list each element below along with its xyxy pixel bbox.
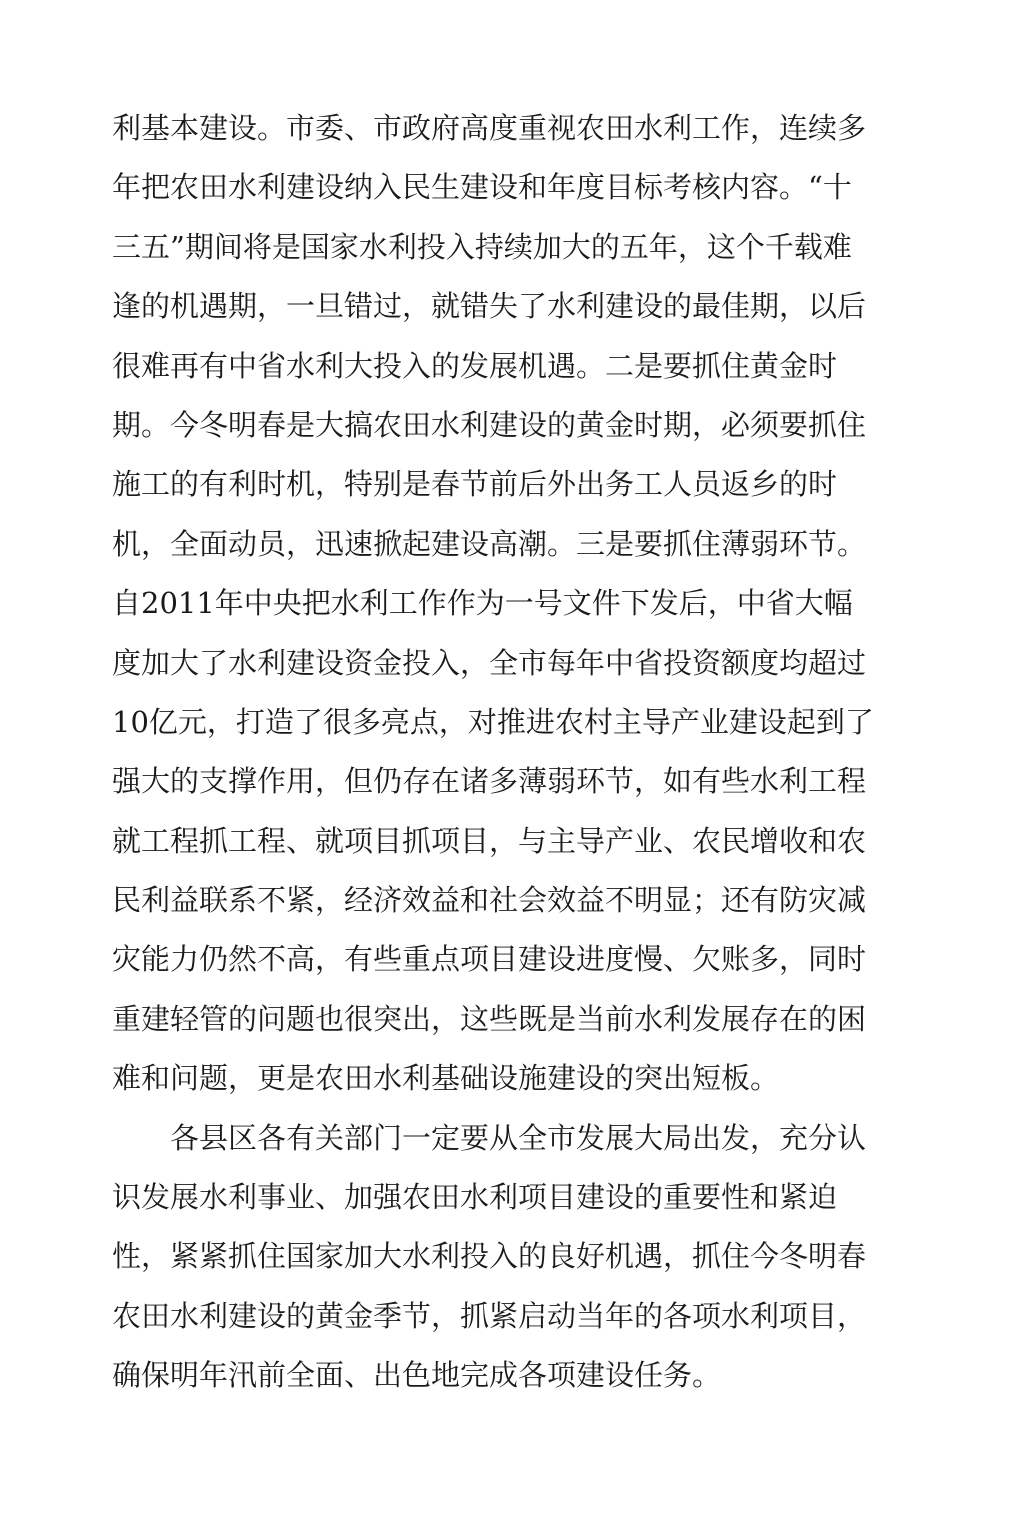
text-line: 逢的机遇期，一旦错过，就错失了水利建设的最佳期，以后 (112, 289, 867, 324)
text-line: 强大的支撑作用，但仍存在诸多薄弱环节，如有些水利工程 (112, 764, 867, 799)
text-line: 确保明年汛前全面、出色地完成各项建设任务。 (112, 1358, 722, 1393)
text-line: 性，紧紧抓住国家加大水利投入的良好机遇，抓住今冬明春 (112, 1239, 867, 1274)
text-line: 年把农田水利建设纳入民生建设和年度目标考核内容。“十 (112, 170, 852, 205)
text-line: 民利益联系不紧，经济效益和社会效益不明显；还有防灾减 (112, 883, 867, 918)
text-line: 灾能力仍然不高，有些重点项目建设进度慢、欠账多，同时 (112, 942, 867, 977)
text-line: 重建轻管的问题也很突出，这些既是当前水利发展存在的困 (112, 1001, 867, 1036)
text-line: 利基本建设。市委、市政府高度重视农田水利工作，连续多 (112, 111, 867, 145)
paragraph-start-line: 各县区各有关部门一定要从全市发展大局出发，充分认 (170, 1120, 867, 1155)
text-line: 期。今冬明春是大搞农田水利建设的黄金时期，必须要抓住 (112, 407, 867, 442)
text-line: 识发展水利事业、加强农田水利项目建设的重要性和紧迫 (112, 1180, 838, 1215)
text-line: 很难再有中省水利大投入的发展机遇。二是要抓住黄金时 (112, 348, 838, 383)
text-line: 机，全面动员，迅速掀起建设高潮。三是要抓住薄弱环节。 (112, 526, 867, 561)
body-text (112, 99, 874, 1406)
text-line: 10亿元，打造了很多亮点，对推进农村主导产业建设起到了 (112, 704, 874, 739)
text-line: 就工程抓工程、就项目抓项目，与主导产业、农民增收和农 (112, 823, 867, 858)
text-line: 三五”期间将是国家水利投入持续加大的五年，这个千载难 (112, 229, 852, 264)
text-line: 农田水利建设的黄金季节，抓紧启动当年的各项水利项目， (112, 1298, 867, 1333)
text-line: 度加大了水利建设资金投入，全市每年中省投资额度均超过 (112, 645, 867, 680)
text-line: 施工的有利时机，特别是春节前后外出务工人员返乡的时 (112, 467, 838, 502)
text-line: 自2011年中央把水利工作作为一号文件下发后，中省大幅 (112, 586, 853, 621)
text-line: 难和问题，更是农田水利基础设施建设的突出短板。 (112, 1061, 780, 1096)
